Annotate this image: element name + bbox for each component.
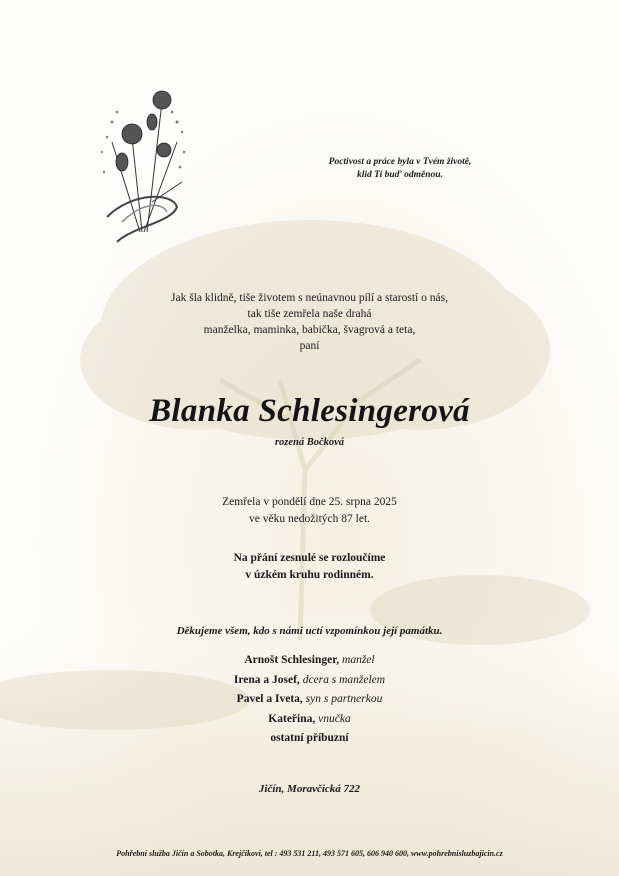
maiden-name: rozená Bočková (274, 437, 345, 448)
death-line-2: ve věku nedožitých 87 let. (248, 513, 371, 525)
funeral-service-footer: Pohřební služba Jičín a Sobotka, Krejčíkovi, tel : 493 531 211, 493 571 605, 606 940 600, www.pohrebnisluzbajicin.cz (116, 849, 503, 858)
farewell-line-1: Na přání zesnulé se rozloučíme (233, 552, 386, 564)
mourner-relation: dcera s manželem (302, 673, 386, 686)
address: Jičín, Moravčická 722 (258, 783, 361, 795)
motto (300, 156, 500, 182)
mourner-item (0, 651, 619, 671)
death-info (0, 494, 619, 528)
mourner-name: Arnošt Schlesinger, (244, 654, 340, 666)
mourner-name: Irena a Josef, (233, 673, 300, 686)
mourner-name: Kateřina, (268, 712, 316, 725)
mourner-relation: syn s partnerkou (305, 693, 383, 705)
farewell-line-2: v úzkém kruhu rodinném. (245, 569, 374, 581)
mourner-relation: manžel (342, 654, 375, 666)
intro-text (0, 290, 619, 354)
mourner-item (0, 729, 619, 749)
mourner-item (0, 690, 619, 710)
farewell-notice (0, 550, 619, 584)
intro-line-1: Jak šla klidně, tiše životem s neúnavnou pílí a starostí o nás, (171, 292, 448, 304)
thanks-text: Děkujeme všem, kdo s námi uctí vzpomínkou její památku. (176, 625, 443, 637)
motto-line-2: klid Ti buď odměnou. (357, 170, 443, 180)
deceased-name: Blanka Schlesingerová (149, 393, 470, 429)
mourner-name: ostatní příbuzní (270, 732, 349, 744)
rose-bouquet-icon (92, 82, 192, 252)
mourner-name: Pavel a Iveta, (236, 693, 303, 705)
death-line-1: Zemřela v pondělí dne 25. srpna 2025 (222, 496, 397, 508)
intro-line-2: tak tiše zemřela naše drahá (247, 308, 372, 320)
intro-line-4: paní (299, 340, 320, 352)
intro-line-3: manželka, maminka, babička, švagrová a teta, (203, 324, 416, 336)
mourner-item (0, 710, 619, 730)
motto-line-1: Poctivost a práce byla v Tvém životě, (328, 157, 472, 167)
mourner-relation: vnučka (318, 712, 351, 725)
mourner-item (0, 671, 619, 691)
mourners-list (0, 651, 619, 749)
